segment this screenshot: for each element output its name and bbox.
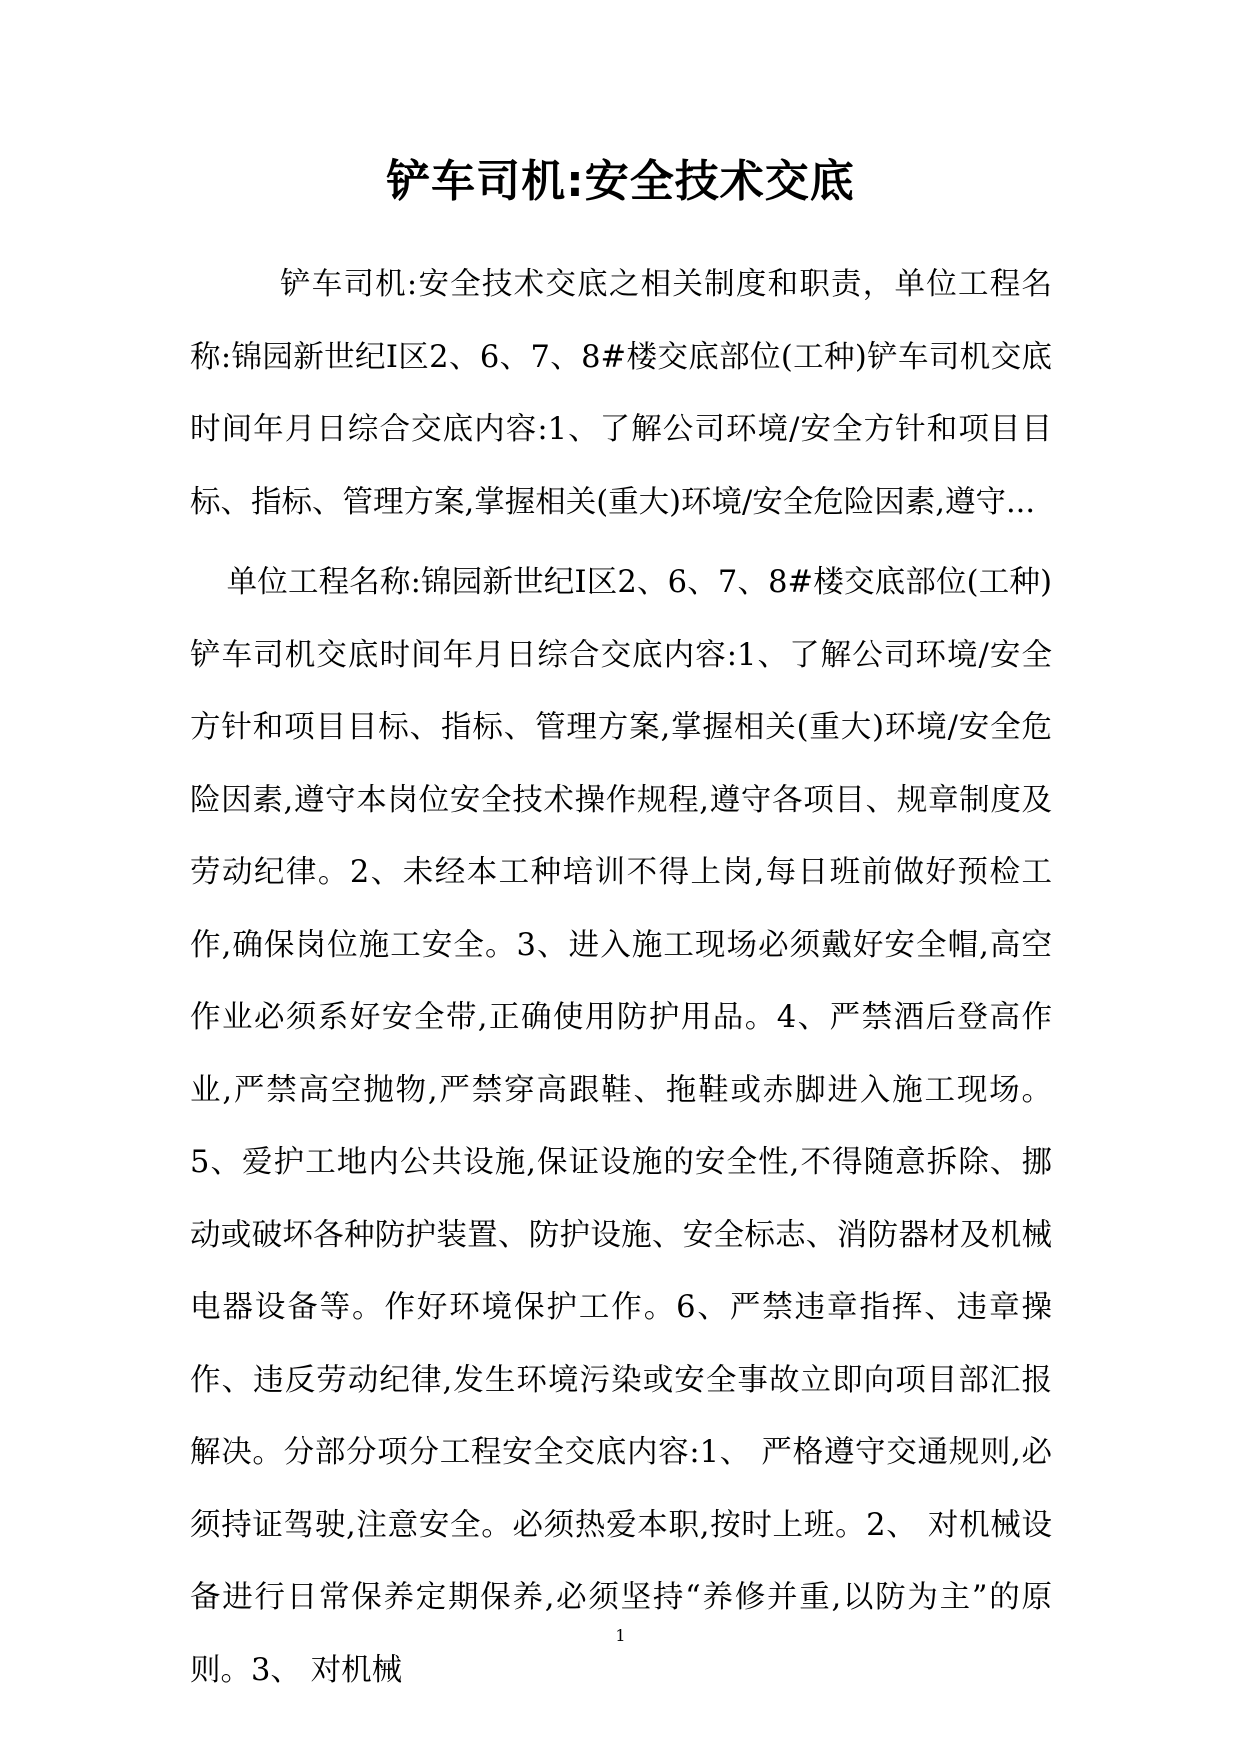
content-paragraph: 单位工程名称:锦园新世纪Ⅰ区2、6、7、8#楼交底部位(工种)铲车司机交底时间年月日综合交底内容:1、了解公司环境/安全方针和项目目标、指标、管理方案,掌握相关(重大)环境/安全危险因素,遵守本岗位安全技术操作规程,遵守各项目、规章制度及劳动纪律。2、未经本工种培训不得上岗,每日班前做好预检工作,确保岗位施工安全。3、进入施工现场必须戴好安全帽,高空作业必须系好安全带,正确使用防护用品。4、严禁酒后登高作业,严禁高空抛物,严禁穿高跟鞋、拖鞋或赤脚进入施工现场。5、爱护工地内公共设施,保证设施的安全性,不得随意拆除、挪动或破坏各种防护装置、防护设施、安全标志、消防器材及机械电器设备等。作好环境保护工作。6、严禁违章指挥、违章操作、违反劳动纪律,发生环境污染或安全事故立即向项目部汇报解决。分部分项分工程安全交底内容:1、 严格遵守交通规则,必须持证驾驶,注意安全。必须热爱本职,按时上班。2、 对机械设备进行日常保养定期保养,必须坚持“养修并重,以防为主”的原则。3、 对机械 bbox=[190, 565, 1052, 1688]
document-title: 铲车司机:安全技术交底 bbox=[386, 156, 855, 207]
intro-paragraph: 铲车司机:安全技术交底之相关制度和职责，单位工程名称:锦园新世纪Ⅰ区2、6、7、8#楼交底部位(工种)铲车司机交底时间年月日综合交底内容:1、了解公司环境/安全方针和项目目标、指标、管理方案,掌握相关(重大)环境/安全危险因素,遵守... bbox=[190, 267, 1052, 520]
page-number: 1 bbox=[615, 1626, 626, 1645]
